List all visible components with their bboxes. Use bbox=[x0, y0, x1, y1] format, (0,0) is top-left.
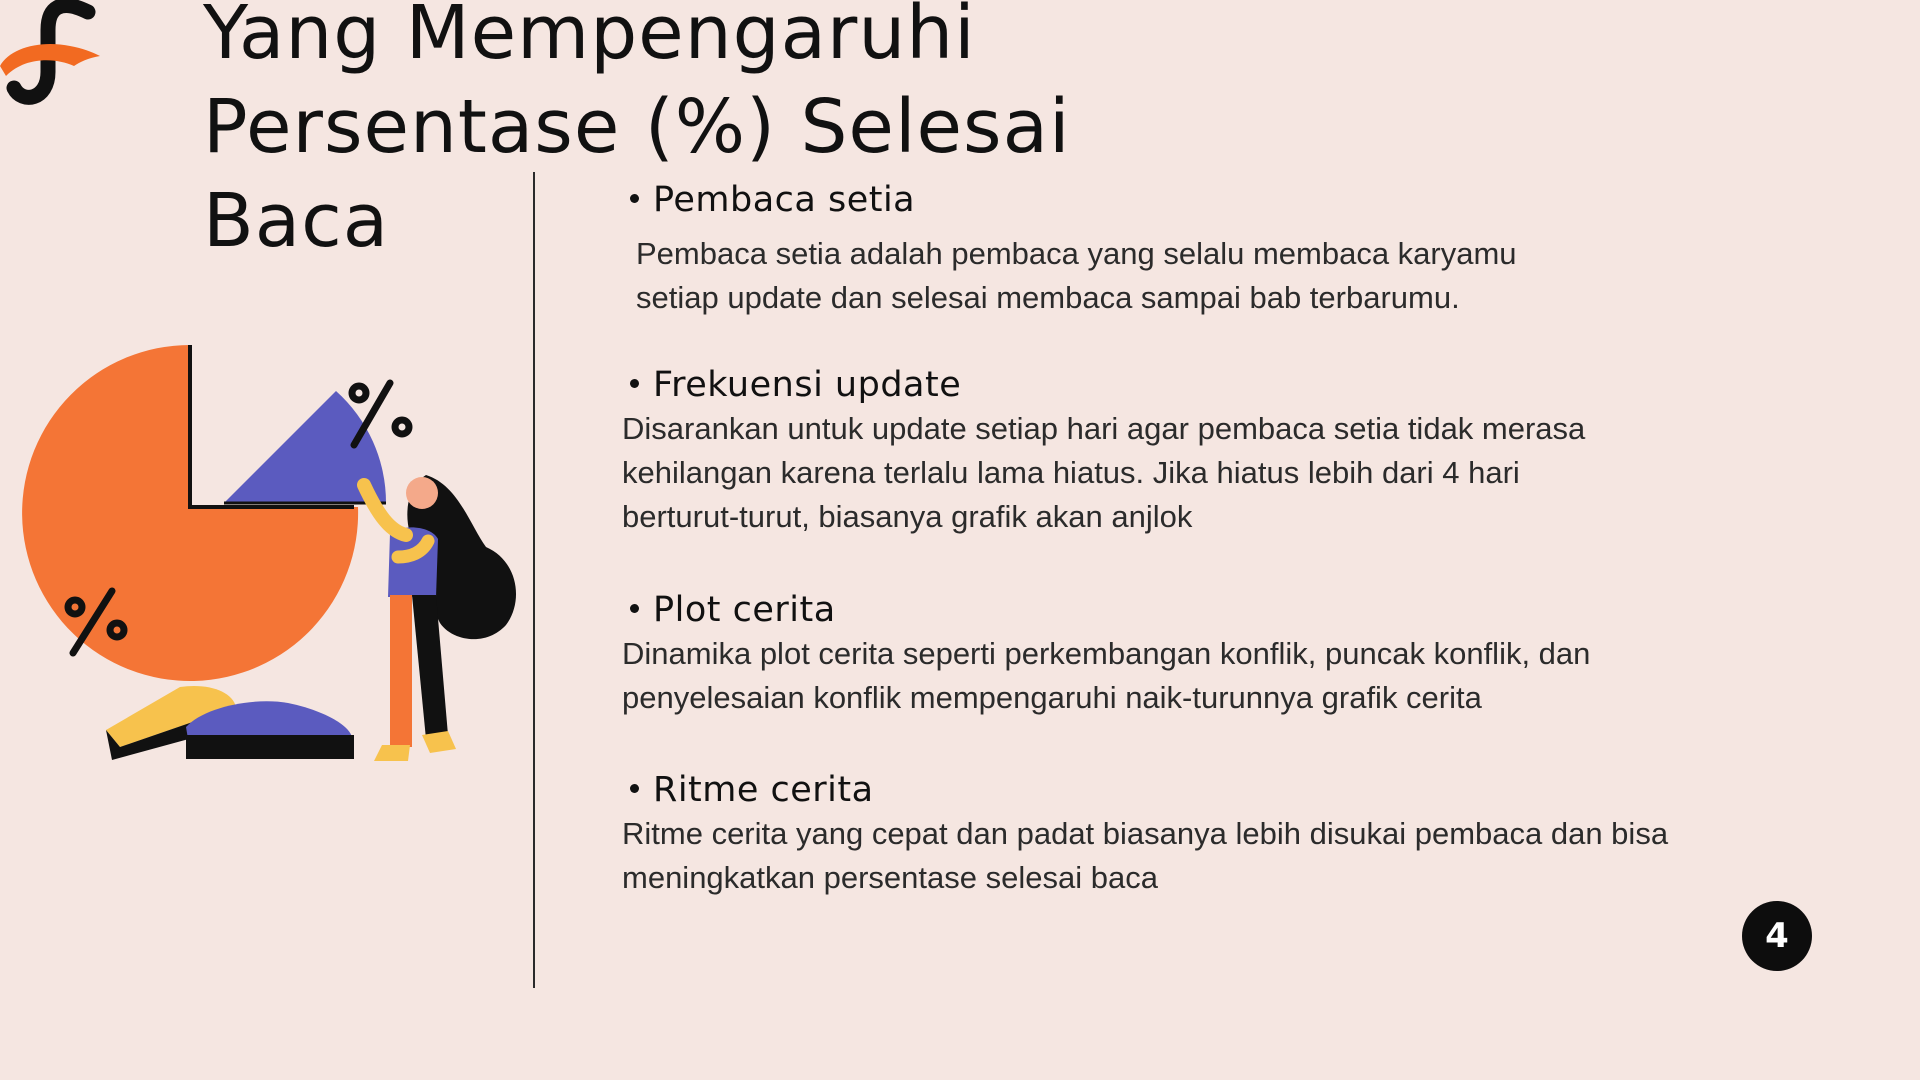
body-line: penyelesaian konflik mempengaruhi naik-turunnya grafik cerita bbox=[622, 680, 1482, 715]
body-line: Disarankan untuk update setiap hari agar pembaca setia tidak merasa bbox=[622, 411, 1586, 446]
section-heading-text: Pembaca setia bbox=[653, 180, 916, 220]
brand-logo-icon bbox=[0, 0, 110, 115]
percent-icon-top bbox=[352, 383, 409, 445]
bullet-icon bbox=[630, 379, 639, 388]
section-body bbox=[622, 812, 1782, 900]
section-pembaca-setia bbox=[622, 178, 1782, 320]
bullet-icon bbox=[630, 604, 639, 613]
body-line: kehilangan karena terlalu lama hiatus. Jika hiatus lebih dari 4 hari bbox=[622, 455, 1520, 490]
section-heading-text: Ritme cerita bbox=[653, 770, 874, 810]
section-body bbox=[622, 632, 1782, 720]
vertical-divider bbox=[533, 172, 535, 988]
body-line: Dinamika plot cerita seperti perkembangan konflik, puncak konflik, dan bbox=[622, 636, 1591, 671]
section-ritme-cerita bbox=[622, 768, 1782, 900]
page-number-badge: 4 bbox=[1742, 901, 1812, 971]
section-body bbox=[636, 232, 1782, 320]
pie-chart-woman-illustration bbox=[18, 335, 528, 780]
section-heading bbox=[622, 178, 1782, 222]
body-line: setiap update dan selesai membaca sampai bab terbarumu. bbox=[636, 280, 1460, 315]
section-heading bbox=[622, 768, 1782, 812]
title-line-1: Yang Mempengaruhi bbox=[203, 0, 976, 76]
body-line: Pembaca setia adalah pembaca yang selalu membaca karyamu bbox=[636, 236, 1517, 271]
section-frekuensi-update bbox=[622, 363, 1782, 539]
body-line: meningkatkan persentase selesai baca bbox=[622, 860, 1158, 895]
section-plot-cerita bbox=[622, 588, 1782, 720]
section-heading bbox=[622, 588, 1782, 632]
section-body bbox=[622, 407, 1782, 539]
section-heading-text: Plot cerita bbox=[653, 590, 836, 630]
title-line-3: Baca bbox=[203, 178, 390, 264]
body-line: berturut-turut, biasanya grafik akan anjlok bbox=[622, 499, 1193, 534]
title-line-2: Persentase (%) Selesai bbox=[203, 84, 1071, 170]
bullet-icon bbox=[630, 784, 639, 793]
section-heading bbox=[622, 363, 1782, 407]
bullet-icon bbox=[630, 194, 639, 203]
body-line: Ritme cerita yang cepat dan padat biasanya lebih disukai pembaca dan bisa bbox=[622, 816, 1669, 851]
section-heading-text: Frekuensi update bbox=[653, 365, 962, 405]
